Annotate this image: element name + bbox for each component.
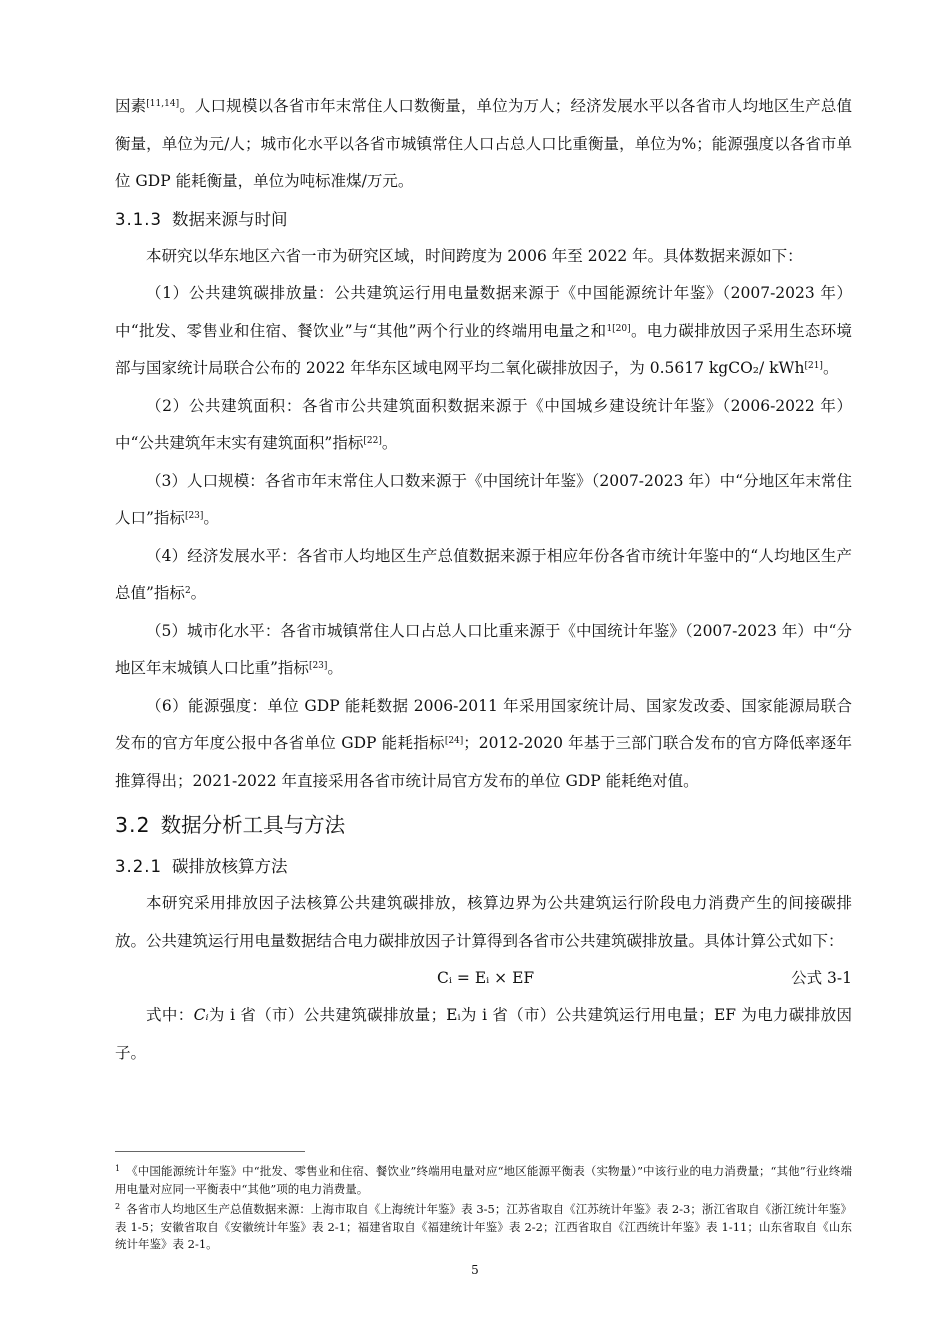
text: 。 — [822, 359, 839, 377]
citation: [21] — [804, 361, 823, 371]
footnote-ref: 2 — [184, 586, 191, 596]
text: ；2012-2020 年基于三部门联合发布的官方降低率逐年推算得出；2021-2022 年直接采用各省市统计局官方发布的单位 GDP 能耗绝对值。 — [115, 734, 852, 790]
footnote-divider — [115, 1151, 305, 1152]
paragraph-source-3 — [115, 463, 852, 538]
footnote-mark: 2 — [115, 1202, 121, 1211]
section-number: 3.2.1 — [115, 857, 162, 876]
text: 。 — [190, 584, 207, 602]
footnote-2 — [115, 1198, 852, 1254]
text: 为 i 省（市）公共建筑碳排放量； — [208, 1006, 447, 1024]
section-number: 3.1.3 — [115, 209, 162, 229]
text: 。 — [203, 509, 219, 527]
text: 。 — [381, 434, 398, 452]
paragraph-where — [115, 997, 852, 1072]
text: 。人口规模以各省市年末常住人口数衡量，单位为万人；经济发展水平以各省市人均地区生产总值衡量，单位为元/人；城市化水平以各省市城镇常住人口占总人口比重衡量，单位为%；能源强度以各省市单位 GDP 能耗衡量，单位为吨标准煤/万元。 — [115, 97, 852, 190]
section-title: 碳排放核算方法 — [171, 857, 288, 876]
text: （3）人口规模：各省市年末常住人口数来源于《中国统计年鉴》（2007-2023 年）中“分地区年末常住人口”指标 — [115, 471, 852, 527]
text: （2）公共建筑面积：各省市公共建筑面积数据来源于《中国城乡建设统计年鉴》（2006-2022 年）中“公共建筑年末实有建筑面积”指标 — [115, 396, 852, 452]
section-heading-3-1-3 — [115, 201, 852, 238]
citation: [22] — [363, 436, 382, 446]
citation: [24] — [444, 736, 464, 746]
text: 。 — [327, 659, 343, 677]
variable: Eᵢ — [446, 1006, 461, 1024]
citation: [23] — [184, 511, 204, 521]
footnote-text: 《中国能源统计年鉴》中“批发、零售业和住宿、餐饮业”终端用电量对应“地区能源平衡表（实物量）”中该行业的电力消费量；“其他”行业终端用电量对应同一平衡表中“其他”项的电力消费量。 — [115, 1164, 852, 1196]
page-number: 5 — [471, 1263, 479, 1277]
paragraph-source-4 — [115, 538, 852, 613]
section-number: 3.2 — [115, 813, 151, 837]
citation: [23] — [308, 661, 328, 671]
citation: [20] — [612, 323, 631, 334]
page-body — [115, 88, 852, 1072]
text: 因素 — [115, 97, 147, 115]
section-title: 数据来源与时间 — [171, 209, 288, 229]
footnote-1 — [115, 1160, 852, 1198]
text: 为 i 省（市）公共建筑运行用电量；EF 为电力碳排放因子。 — [115, 1006, 852, 1062]
paragraph-source-1 — [115, 275, 852, 388]
paragraph-method: 本研究采用排放因子法核算公共建筑碳排放，核算边界为公共建筑运行阶段电力消费产生的间接碳排放。公共建筑运行用电量数据结合电力碳排放因子计算得到各省市公共建筑碳排放量。具体计算公式如下： — [115, 894, 852, 950]
section-heading-3-2 — [115, 802, 852, 848]
text: 式中： — [146, 1006, 194, 1024]
text: （6）能源强度：单位 GDP 能耗数据 2006-2011 年采用国家统计局、国家发改委、国家能源局联合发布的官方年度公报中各省单位 GDP 能耗指标 — [115, 696, 852, 752]
text: 。电力碳排放因子采用生态环境部与国家统计局联合公布的 2022 年华东区域电网平均二氧化碳排放因子，为 0.5617 kgCO₂/ kWh — [115, 321, 852, 377]
section-heading-3-2-1 — [115, 848, 852, 885]
paragraph-factors — [115, 88, 852, 201]
text: （4）经济发展水平：各省市人均地区生产总值数据来源于相应年份各省市统计年鉴中的“人均地区生产总值”指标 — [115, 546, 852, 602]
equation-body: Cᵢ = Eᵢ × EF — [437, 969, 535, 987]
paragraph-source-6 — [115, 688, 852, 801]
footnote-text: 各省市人均地区生产总值数据来源：上海市取自《上海统计年鉴》表 3-5；江苏省取自《江苏统计年鉴》表 2-3；浙江省取自《浙江统计年鉴》表 1-5；安徽省取自《安徽统计年鉴》表 2-1；福建省取自《福建统计年鉴》表 2-2；江西省取自《江西统计年鉴》表 1-11；山东省取自《山东统计年鉴》表 2-1。 — [115, 1202, 852, 1251]
paragraph-source-2 — [115, 388, 852, 463]
paragraph-source-5 — [115, 613, 852, 688]
footnotes — [115, 1160, 852, 1254]
paragraph-study-area: 本研究以华东地区六省一市为研究区域，时间跨度为 2006 年至 2022 年。具体数据来源如下： — [146, 246, 803, 265]
section-title: 数据分析工具与方法 — [160, 813, 346, 837]
equation-label: 公式 3-1 — [791, 969, 852, 987]
citation: [11,14] — [146, 99, 180, 109]
text: （1）公共建筑碳排放量：公共建筑运行用电量数据来源于《中国能源统计年鉴》（2007-2023 年）中“批发、零售业和住宿、餐饮业”与“其他”两个行业的终端用电量之和 — [115, 284, 852, 340]
variable: Cᵢ — [193, 1006, 209, 1024]
footnote-mark: 1 — [115, 1164, 121, 1173]
equation — [115, 960, 852, 997]
footnote-ref: 1 — [606, 323, 613, 334]
text: （5）城市化水平：各省市城镇常住人口占总人口比重来源于《中国统计年鉴》（2007-2023 年）中“分地区年末城镇人口比重”指标 — [115, 621, 852, 677]
